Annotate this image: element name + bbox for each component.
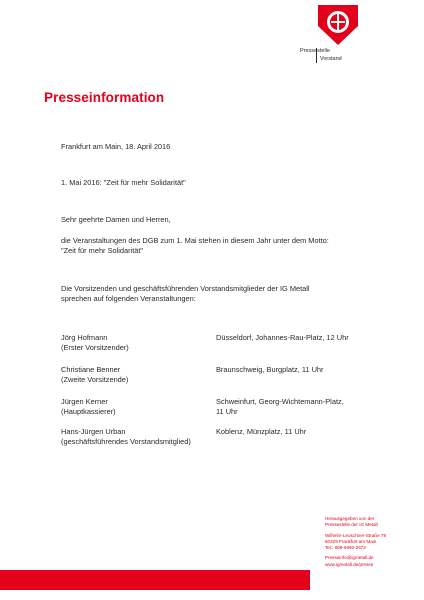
speaker-role: (Erster Vorsitzender): [61, 343, 129, 352]
speaker-event: Braunschweig, Burgplatz, 11 Uhr: [216, 365, 324, 374]
speaker-name: Jürgen Kerner: [61, 397, 108, 406]
speaker-event: Schweinfurt, Georg-Wichtemann-Platz,: [216, 397, 344, 406]
speaker-name: Jörg Hofmann: [61, 333, 108, 342]
brand-block: [300, 47, 342, 63]
paragraph-line: Die Vorsitzenden und geschäftsführenden Vorstandsmitglieder der IG Metall: [61, 284, 310, 293]
speaker-role: (geschäftsführendes Vorstandsmitglied): [61, 437, 191, 446]
address-line: Wilhelm-Leuschner-Straße 79: [325, 532, 387, 538]
publisher-line: Pressestelle der IG Metall: [325, 522, 378, 528]
speaker-name: Christiane Benner: [61, 365, 121, 374]
motto-paragraph: [61, 236, 329, 256]
speaker-event: Düsseldorf, Johannes-Rau-Platz, 12 Uhr: [216, 333, 349, 342]
address-line: 60329 Frankfurt am Main: [325, 538, 377, 544]
salutation: Sehr geehrte Damen und Herren,: [61, 215, 171, 224]
speaker-event-continued: 11 Uhr: [216, 407, 238, 416]
paragraph-line: "Zeit für mehr Solidarität": [61, 246, 144, 255]
board-label: Vorstand: [316, 56, 342, 62]
speaker-role: (Hauptkassierer): [61, 407, 116, 416]
ig-metall-logo-icon: [314, 3, 362, 47]
dateline: Frankfurt am Main, 18. April 2016: [61, 142, 171, 151]
paragraph-line: sprechen auf folgenden Veranstaltungen:: [61, 294, 196, 303]
page-title: Presseinformation: [44, 90, 165, 105]
footer-red-bar: [0, 570, 310, 590]
contact-website: www.igmetall.de/presse: [325, 561, 374, 567]
subject-line: 1. Mai 2016: "Zeit für mehr Solidarität": [61, 178, 186, 187]
footer-imprint: [325, 516, 386, 568]
address-line: Tel.: 069-6693-2672: [325, 545, 366, 551]
contact-email: Presseinfo@igmetall.de: [325, 555, 374, 561]
press-office-label: Pressestelle: [300, 48, 330, 54]
speaker-name: Hans-Jürgen Urban: [61, 427, 126, 436]
speaker-role: (Zweite Vorsitzende): [61, 375, 129, 384]
speaker-event: Koblenz, Münzplatz, 11 Uhr: [216, 427, 307, 436]
speakers-intro-paragraph: [61, 284, 310, 304]
paragraph-line: die Veranstaltungen des DGB zum 1. Mai stehen in diesem Jahr unter dem Motto:: [61, 236, 329, 245]
publisher-line: Herausgegeben von der: [325, 516, 375, 521]
